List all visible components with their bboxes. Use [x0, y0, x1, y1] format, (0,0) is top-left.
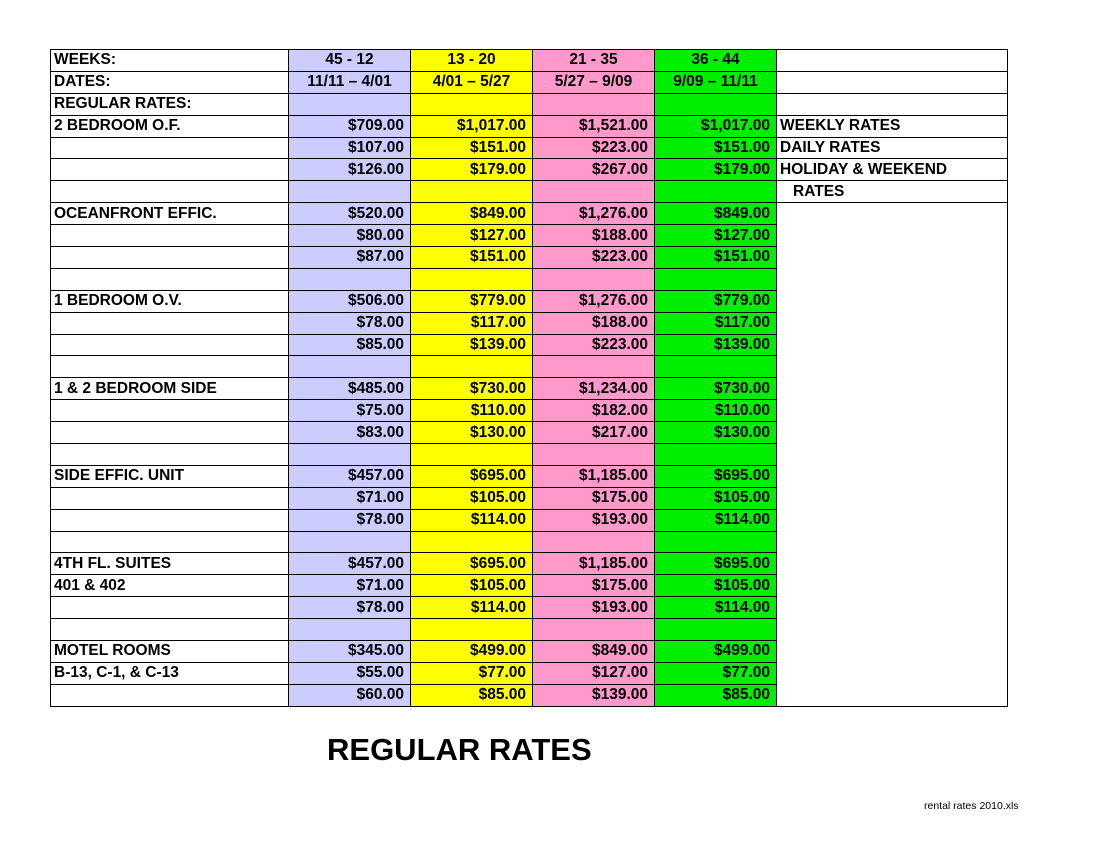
rate-cell: $117.00: [411, 312, 533, 334]
empty-label: [51, 444, 289, 466]
rate-row-holiday: [51, 509, 1008, 531]
unit-sublabel: [51, 137, 289, 159]
weeks-season-1: 45 - 12: [289, 50, 411, 72]
note-cell: [777, 93, 1008, 115]
rate-cell: $345.00: [289, 641, 411, 663]
spacer-row: [51, 531, 1008, 553]
rate-cell: $77.00: [655, 662, 777, 684]
rate-row-daily: [51, 400, 1008, 422]
unit-sublabel: [51, 312, 289, 334]
note-blank: [777, 509, 1008, 531]
unit-sublabel: B-13, C-1, & C-13: [51, 662, 289, 684]
rate-row-weekly: [51, 290, 1008, 312]
empty-cell: [411, 356, 533, 378]
rate-cell: $1,185.00: [533, 553, 655, 575]
note-blank: [777, 378, 1008, 400]
rate-cell: $105.00: [411, 575, 533, 597]
rate-row-daily: [51, 662, 1008, 684]
rate-row-daily: [51, 575, 1008, 597]
empty-cell: [655, 619, 777, 641]
rate-row-weekly: [51, 378, 1008, 400]
rate-cell: $77.00: [411, 662, 533, 684]
note-rates-continued: RATES: [777, 181, 1008, 203]
rate-row-holiday: [51, 334, 1008, 356]
empty-cell: [289, 356, 411, 378]
spacer-row: [51, 444, 1008, 466]
rate-cell: $114.00: [655, 509, 777, 531]
dates-season-4: 9/09 – 11/11: [655, 71, 777, 93]
rate-cell: $457.00: [289, 553, 411, 575]
empty-cell: [533, 93, 655, 115]
note-blank: [777, 487, 1008, 509]
rate-row-holiday: [51, 597, 1008, 619]
weeks-label: WEEKS:: [51, 50, 289, 72]
rate-row-daily: [51, 225, 1008, 247]
note-blank: [777, 400, 1008, 422]
empty-label: [51, 531, 289, 553]
empty-label: [51, 247, 289, 269]
empty-cell: [289, 531, 411, 553]
note-blank: [777, 575, 1008, 597]
rate-cell: $779.00: [411, 290, 533, 312]
empty-cell: [411, 531, 533, 553]
note-cell: [777, 50, 1008, 72]
rate-cell: $849.00: [533, 641, 655, 663]
empty-cell: [533, 531, 655, 553]
rate-cell: $110.00: [655, 400, 777, 422]
empty-cell: [655, 531, 777, 553]
rate-row-daily: [51, 137, 1008, 159]
unit-sublabel: [51, 400, 289, 422]
empty-cell: [411, 619, 533, 641]
unit-sublabel: 401 & 402: [51, 575, 289, 597]
rate-cell: $730.00: [655, 378, 777, 400]
rate-row-weekly: [51, 553, 1008, 575]
rate-cell: $179.00: [411, 159, 533, 181]
note-daily-rates: DAILY RATES: [777, 137, 1008, 159]
rate-cell: $151.00: [411, 247, 533, 269]
rate-cell: $849.00: [411, 203, 533, 225]
empty-cell: [655, 181, 777, 203]
empty-label: [51, 509, 289, 531]
spacer-row: [51, 181, 1008, 203]
empty-cell: [411, 444, 533, 466]
rate-cell: $139.00: [533, 684, 655, 706]
rate-cell: $1,017.00: [411, 115, 533, 137]
note-blank: [777, 247, 1008, 269]
note-blank: [777, 290, 1008, 312]
rate-row-daily: [51, 487, 1008, 509]
weeks-season-2: 13 - 20: [411, 50, 533, 72]
unit-type-label: MOTEL ROOMS: [51, 641, 289, 663]
rate-cell: $110.00: [411, 400, 533, 422]
empty-cell: [533, 181, 655, 203]
empty-label: [51, 356, 289, 378]
rate-cell: $1,017.00: [655, 115, 777, 137]
rate-cell: $127.00: [655, 225, 777, 247]
rate-cell: $78.00: [289, 597, 411, 619]
note-blank: [777, 225, 1008, 247]
rate-cell: $188.00: [533, 312, 655, 334]
rate-cell: $193.00: [533, 509, 655, 531]
rate-cell: $182.00: [533, 400, 655, 422]
note-blank: [777, 684, 1008, 706]
rate-cell: $127.00: [411, 225, 533, 247]
note-blank: [777, 444, 1008, 466]
rate-cell: $78.00: [289, 312, 411, 334]
rate-cell: $1,234.00: [533, 378, 655, 400]
regular-rates-row: [51, 93, 1008, 115]
note-blank: [777, 422, 1008, 444]
empty-cell: [411, 268, 533, 290]
rate-cell: $695.00: [411, 553, 533, 575]
empty-cell: [655, 444, 777, 466]
note-blank: [777, 465, 1008, 487]
rate-cell: $117.00: [655, 312, 777, 334]
note-blank: [777, 662, 1008, 684]
rate-cell: $179.00: [655, 159, 777, 181]
rate-cell: $71.00: [289, 487, 411, 509]
rate-row-holiday: [51, 422, 1008, 444]
rate-cell: $175.00: [533, 575, 655, 597]
note-blank: [777, 641, 1008, 663]
note-weekly-rates: WEEKLY RATES: [777, 115, 1008, 137]
rate-row-holiday: [51, 684, 1008, 706]
empty-cell: [289, 268, 411, 290]
rate-cell: $709.00: [289, 115, 411, 137]
unit-sublabel: [51, 225, 289, 247]
spacer-row: [51, 356, 1008, 378]
rate-row-weekly: [51, 641, 1008, 663]
spacer-row: [51, 619, 1008, 641]
unit-type-label: SIDE EFFIC. UNIT: [51, 465, 289, 487]
rate-cell: $223.00: [533, 137, 655, 159]
rate-cell: $730.00: [411, 378, 533, 400]
empty-cell: [411, 93, 533, 115]
rate-cell: $499.00: [655, 641, 777, 663]
dates-season-3: 5/27 – 9/09: [533, 71, 655, 93]
empty-label: [51, 597, 289, 619]
note-holiday-weekend: HOLIDAY & WEEKEND: [777, 159, 1008, 181]
empty-cell: [533, 444, 655, 466]
rate-cell: $75.00: [289, 400, 411, 422]
rate-cell: $520.00: [289, 203, 411, 225]
page-title: REGULAR RATES: [327, 732, 592, 767]
rate-row-weekly: [51, 203, 1008, 225]
rate-cell: $85.00: [655, 684, 777, 706]
unit-type-label: 1 BEDROOM O.V.: [51, 290, 289, 312]
empty-label: [51, 268, 289, 290]
rate-cell: $130.00: [411, 422, 533, 444]
empty-label: [51, 181, 289, 203]
unit-type-label: 4TH FL. SUITES: [51, 553, 289, 575]
note-cell: [777, 71, 1008, 93]
note-blank: [777, 597, 1008, 619]
note-blank: [777, 531, 1008, 553]
rate-row-weekly: [51, 115, 1008, 137]
empty-cell: [289, 181, 411, 203]
rate-cell: $85.00: [411, 684, 533, 706]
rate-row-daily: [51, 312, 1008, 334]
rate-cell: $223.00: [533, 334, 655, 356]
empty-cell: [655, 268, 777, 290]
empty-label: [51, 684, 289, 706]
empty-label: [51, 334, 289, 356]
empty-cell: [289, 619, 411, 641]
rate-cell: $71.00: [289, 575, 411, 597]
spacer-row: [51, 268, 1008, 290]
rate-row-holiday: [51, 247, 1008, 269]
rental-rates-table: [50, 49, 1008, 707]
rate-cell: $499.00: [411, 641, 533, 663]
empty-cell: [655, 356, 777, 378]
dates-label: DATES:: [51, 71, 289, 93]
rate-cell: $78.00: [289, 509, 411, 531]
rate-cell: $114.00: [411, 597, 533, 619]
rate-cell: $779.00: [655, 290, 777, 312]
rate-cell: $83.00: [289, 422, 411, 444]
unit-type-label: OCEANFRONT EFFIC.: [51, 203, 289, 225]
note-blank: [777, 553, 1008, 575]
rate-cell: $267.00: [533, 159, 655, 181]
rate-cell: $1,276.00: [533, 290, 655, 312]
empty-cell: [289, 444, 411, 466]
note-blank: [777, 356, 1008, 378]
dates-season-2: 4/01 – 5/27: [411, 71, 533, 93]
empty-cell: [289, 93, 411, 115]
note-blank: [777, 312, 1008, 334]
file-name-footnote: rental rates 2010.xls: [924, 800, 1019, 812]
rate-cell: $105.00: [655, 487, 777, 509]
weeks-season-4: 36 - 44: [655, 50, 777, 72]
rate-cell: $85.00: [289, 334, 411, 356]
rate-cell: $139.00: [655, 334, 777, 356]
rate-row-holiday: [51, 159, 1008, 181]
rate-cell: $55.00: [289, 662, 411, 684]
weeks-season-3: 21 - 35: [533, 50, 655, 72]
rate-cell: $107.00: [289, 137, 411, 159]
rate-cell: $80.00: [289, 225, 411, 247]
note-blank: [777, 334, 1008, 356]
dates-season-1: 11/11 – 4/01: [289, 71, 411, 93]
empty-cell: [411, 181, 533, 203]
unit-type-label: 2 BEDROOM O.F.: [51, 115, 289, 137]
rate-cell: $87.00: [289, 247, 411, 269]
empty-cell: [655, 93, 777, 115]
rate-cell: $114.00: [411, 509, 533, 531]
rate-cell: $126.00: [289, 159, 411, 181]
rate-cell: $139.00: [411, 334, 533, 356]
rate-cell: $695.00: [411, 465, 533, 487]
unit-type-label: 1 & 2 BEDROOM SIDE: [51, 378, 289, 400]
rate-cell: $485.00: [289, 378, 411, 400]
note-blank: [777, 203, 1008, 225]
rate-cell: $175.00: [533, 487, 655, 509]
rate-cell: $188.00: [533, 225, 655, 247]
empty-cell: [533, 268, 655, 290]
rate-cell: $695.00: [655, 553, 777, 575]
rate-cell: $849.00: [655, 203, 777, 225]
empty-cell: [533, 619, 655, 641]
rate-cell: $151.00: [411, 137, 533, 159]
rate-cell: $130.00: [655, 422, 777, 444]
rate-cell: $217.00: [533, 422, 655, 444]
rate-cell: $127.00: [533, 662, 655, 684]
rate-cell: $506.00: [289, 290, 411, 312]
rate-cell: $1,276.00: [533, 203, 655, 225]
regular-rates-label: REGULAR RATES:: [51, 93, 289, 115]
rate-cell: $151.00: [655, 247, 777, 269]
rate-cell: $1,521.00: [533, 115, 655, 137]
rate-cell: $60.00: [289, 684, 411, 706]
rate-cell: $695.00: [655, 465, 777, 487]
empty-label: [51, 422, 289, 444]
rate-cell: $105.00: [655, 575, 777, 597]
rate-cell: $193.00: [533, 597, 655, 619]
rate-cell: $114.00: [655, 597, 777, 619]
note-blank: [777, 268, 1008, 290]
rate-cell: $105.00: [411, 487, 533, 509]
empty-label: [51, 159, 289, 181]
rate-cell: $223.00: [533, 247, 655, 269]
rate-cell: $1,185.00: [533, 465, 655, 487]
dates-row: [51, 71, 1008, 93]
empty-label: [51, 619, 289, 641]
weeks-row: [51, 50, 1008, 72]
empty-cell: [533, 356, 655, 378]
note-blank: [777, 619, 1008, 641]
rate-cell: $151.00: [655, 137, 777, 159]
unit-sublabel: [51, 487, 289, 509]
rate-row-weekly: [51, 465, 1008, 487]
rate-cell: $457.00: [289, 465, 411, 487]
